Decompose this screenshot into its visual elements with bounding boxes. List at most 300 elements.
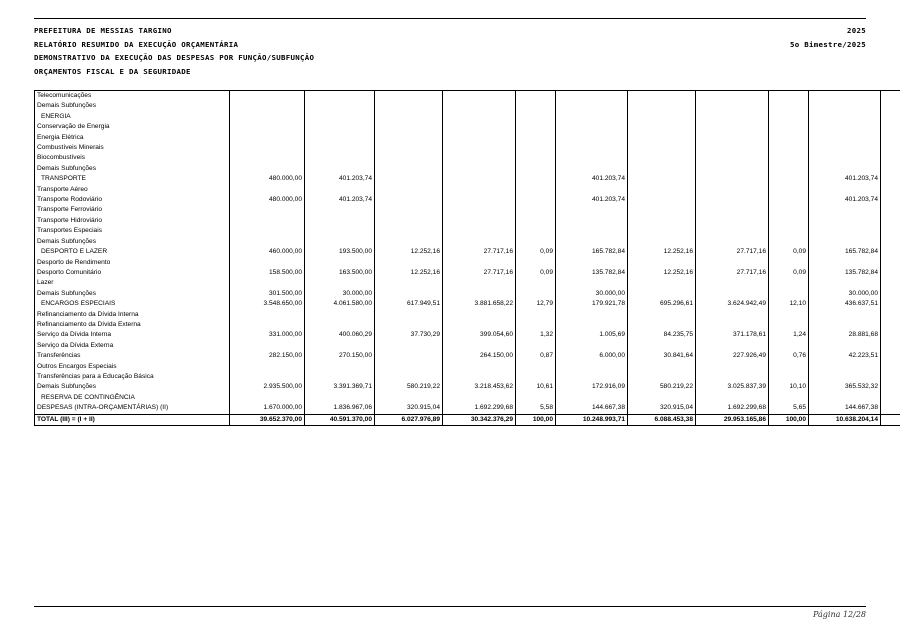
cell-despesas_liquidadas_ate_bimestre_a: 695.296,61	[628, 299, 696, 309]
cell-percent_liquidadas	[769, 310, 809, 320]
cell-despesas_liquidadas_ate_bimestre_a: 6.088.453,38	[628, 414, 696, 425]
cell-percent_empenhadas	[516, 133, 556, 143]
table-row	[35, 195, 900, 205]
cell-dotacao_atualizada: 163.500,00	[305, 268, 375, 278]
cell-percent_liquidadas	[769, 112, 809, 122]
cell-dotacao_inicial	[230, 216, 305, 226]
cell-despesas_liquidadas_ate_bimestre_a	[628, 237, 696, 247]
cell-saldo	[881, 278, 900, 288]
cell-despesas_liquidadas_ate_bimestre_a	[628, 362, 696, 372]
cell-despesas_empenhadas_bimestre	[375, 237, 443, 247]
cell-dotacao_inicial	[230, 258, 305, 268]
table-row	[35, 372, 900, 382]
table-row	[35, 414, 900, 425]
cell-dotacao_inicial	[230, 164, 305, 174]
cell-percent_liquidadas: 1,24	[769, 330, 809, 340]
cell-despesas_empenhadas_bimestre	[375, 310, 443, 320]
cell-despesas_pagas_ate_bimestre	[809, 310, 881, 320]
cell-despesas_empenhadas_ate_bimestre	[443, 195, 516, 205]
cell-saldo	[881, 247, 900, 257]
cell-percent_liquidadas	[769, 143, 809, 153]
cell-despesas_empenhadas_ate_bimestre	[443, 237, 516, 247]
row-label: Demais Subfunções	[35, 101, 230, 111]
cell-dotacao_inicial: 480.000,00	[230, 174, 305, 184]
cell-percent_empenhadas	[516, 216, 556, 226]
cell-despesas_liquidadas_ate_bimestre_b	[696, 164, 769, 174]
cell-despesas_pagas_ate_bimestre	[809, 101, 881, 111]
cell-percent_empenhadas: 0,09	[516, 268, 556, 278]
cell-despesas_liquidadas_ate_bimestre_b	[696, 174, 769, 184]
cell-despesas_empenhadas_bimestre	[375, 278, 443, 288]
row-label: Transporte Ferroviário	[35, 205, 230, 215]
fiscal-year: 2025	[847, 26, 866, 35]
cell-despesas_liquidadas_ate_bimestre_b	[696, 133, 769, 143]
cell-despesas_empenhadas_ate_bimestre	[443, 101, 516, 111]
cell-dotacao_atualizada	[305, 164, 375, 174]
cell-despesas_empenhadas_ate_bimestre: 30.342.376,29	[443, 414, 516, 425]
cell-dotacao_atualizada	[305, 393, 375, 403]
cell-percent_liquidadas	[769, 393, 809, 403]
cell-saldo	[881, 226, 900, 236]
cell-percent_liquidadas	[769, 164, 809, 174]
cell-despesas_pagas_ate_bimestre: 10.638.204,14	[809, 414, 881, 425]
cell-despesas_empenhadas_ate_bimestre: 3.218.453,62	[443, 382, 516, 392]
cell-dotacao_inicial: 39.652.370,00	[230, 414, 305, 425]
row-label: DESPORTO E LAZER	[35, 247, 230, 257]
cell-despesas_pagas_ate_bimestre	[809, 237, 881, 247]
cell-percent_empenhadas: 0,09	[516, 247, 556, 257]
table-row	[35, 278, 900, 288]
cell-percent_liquidadas	[769, 91, 809, 102]
cell-percent_liquidadas	[769, 341, 809, 351]
cell-despesas_empenhadas_bimestre: 320.915,04	[375, 403, 443, 414]
cell-despesas_liquidadas_ate_bimestre_b	[696, 226, 769, 236]
row-label: Refinanciamento da Dívida Interna	[35, 310, 230, 320]
cell-despesas_liquidadas_bimestre	[556, 237, 628, 247]
cell-despesas_pagas_ate_bimestre	[809, 216, 881, 226]
cell-despesas_liquidadas_bimestre: 401.203,74	[556, 195, 628, 205]
cell-despesas_pagas_ate_bimestre	[809, 164, 881, 174]
row-label: Refinanciamento da Dívida Externa	[35, 320, 230, 330]
cell-despesas_liquidadas_bimestre	[556, 320, 628, 330]
cell-despesas_empenhadas_ate_bimestre	[443, 258, 516, 268]
cell-despesas_liquidadas_ate_bimestre_b: 27.717,16	[696, 268, 769, 278]
cell-despesas_liquidadas_bimestre	[556, 278, 628, 288]
cell-despesas_liquidadas_ate_bimestre_a	[628, 226, 696, 236]
table-row	[35, 351, 900, 361]
cell-saldo	[881, 185, 900, 195]
cell-percent_liquidadas	[769, 185, 809, 195]
table-row	[35, 101, 900, 111]
row-label: Conservação de Energia	[35, 122, 230, 132]
table-row	[35, 320, 900, 330]
cell-despesas_liquidadas_ate_bimestre_a	[628, 112, 696, 122]
cell-despesas_pagas_ate_bimestre: 144.667,38	[809, 403, 881, 414]
cell-dotacao_atualizada	[305, 101, 375, 111]
row-label: Transporte Aéreo	[35, 185, 230, 195]
cell-dotacao_atualizada: 400.060,29	[305, 330, 375, 340]
cell-despesas_empenhadas_bimestre	[375, 122, 443, 132]
cell-saldo	[881, 205, 900, 215]
cell-despesas_empenhadas_bimestre	[375, 216, 443, 226]
cell-despesas_liquidadas_ate_bimestre_a	[628, 101, 696, 111]
cell-saldo	[881, 195, 900, 205]
cell-dotacao_atualizada: 3.391.369,71	[305, 382, 375, 392]
cell-despesas_empenhadas_ate_bimestre	[443, 174, 516, 184]
cell-despesas_liquidadas_ate_bimestre_a	[628, 320, 696, 330]
cell-dotacao_inicial	[230, 362, 305, 372]
cell-despesas_pagas_ate_bimestre: 28.881,68	[809, 330, 881, 340]
cell-despesas_empenhadas_ate_bimestre: 1.692.299,68	[443, 403, 516, 414]
table-row	[35, 382, 900, 392]
cell-percent_empenhadas	[516, 153, 556, 163]
expenses-table-container	[34, 90, 878, 426]
cell-saldo	[881, 372, 900, 382]
cell-despesas_liquidadas_ate_bimestre_b	[696, 153, 769, 163]
row-label: Demais Subfunções	[35, 289, 230, 299]
cell-dotacao_inicial	[230, 185, 305, 195]
cell-despesas_liquidadas_bimestre	[556, 185, 628, 195]
cell-despesas_pagas_ate_bimestre: 135.782,84	[809, 268, 881, 278]
footer-rule	[34, 606, 866, 607]
cell-despesas_empenhadas_ate_bimestre: 27.717,16	[443, 268, 516, 278]
cell-despesas_liquidadas_bimestre	[556, 310, 628, 320]
cell-percent_empenhadas	[516, 341, 556, 351]
cell-percent_empenhadas	[516, 101, 556, 111]
cell-despesas_liquidadas_bimestre	[556, 91, 628, 102]
cell-percent_liquidadas	[769, 362, 809, 372]
cell-saldo	[881, 164, 900, 174]
cell-dotacao_inicial	[230, 278, 305, 288]
cell-despesas_pagas_ate_bimestre	[809, 341, 881, 351]
cell-dotacao_atualizada	[305, 143, 375, 153]
cell-despesas_pagas_ate_bimestre	[809, 185, 881, 195]
cell-saldo	[881, 341, 900, 351]
cell-despesas_liquidadas_bimestre: 10.248.993,71	[556, 414, 628, 425]
cell-dotacao_atualizada	[305, 278, 375, 288]
cell-saldo	[881, 382, 900, 392]
cell-despesas_pagas_ate_bimestre	[809, 278, 881, 288]
cell-dotacao_inicial	[230, 310, 305, 320]
cell-despesas_liquidadas_ate_bimestre_b	[696, 112, 769, 122]
cell-despesas_empenhadas_ate_bimestre	[443, 372, 516, 382]
cell-despesas_liquidadas_bimestre: 30.000,00	[556, 289, 628, 299]
cell-despesas_liquidadas_ate_bimestre_a	[628, 258, 696, 268]
cell-despesas_liquidadas_bimestre	[556, 362, 628, 372]
cell-percent_empenhadas	[516, 393, 556, 403]
cell-despesas_liquidadas_bimestre: 144.667,38	[556, 403, 628, 414]
table-row	[35, 310, 900, 320]
row-label: Serviço da Dívida Externa	[35, 341, 230, 351]
cell-despesas_liquidadas_bimestre	[556, 112, 628, 122]
cell-despesas_liquidadas_ate_bimestre_a	[628, 133, 696, 143]
cell-despesas_liquidadas_ate_bimestre_b	[696, 278, 769, 288]
table-row	[35, 258, 900, 268]
cell-despesas_liquidadas_ate_bimestre_a	[628, 143, 696, 153]
cell-saldo	[881, 237, 900, 247]
cell-despesas_liquidadas_ate_bimestre_a	[628, 216, 696, 226]
cell-dotacao_inicial: 282.150,00	[230, 351, 305, 361]
cell-despesas_liquidadas_ate_bimestre_b	[696, 101, 769, 111]
table-row	[35, 112, 900, 122]
cell-percent_liquidadas	[769, 174, 809, 184]
cell-saldo	[881, 299, 900, 309]
cell-saldo	[881, 289, 900, 299]
row-label: Desporto Comunitário	[35, 268, 230, 278]
cell-dotacao_atualizada	[305, 122, 375, 132]
cell-dotacao_atualizada: 40.591.370,00	[305, 414, 375, 425]
cell-despesas_empenhadas_bimestre	[375, 320, 443, 330]
cell-despesas_empenhadas_ate_bimestre	[443, 112, 516, 122]
cell-saldo	[881, 320, 900, 330]
cell-despesas_liquidadas_bimestre	[556, 122, 628, 132]
cell-percent_liquidadas	[769, 205, 809, 215]
cell-dotacao_atualizada	[305, 205, 375, 215]
cell-despesas_empenhadas_bimestre	[375, 258, 443, 268]
table-row	[35, 143, 900, 153]
cell-despesas_empenhadas_bimestre	[375, 393, 443, 403]
cell-despesas_liquidadas_ate_bimestre_b	[696, 258, 769, 268]
period-label: 5o Bimestre/2025	[790, 39, 866, 49]
cell-percent_liquidadas	[769, 372, 809, 382]
cell-despesas_liquidadas_ate_bimestre_b	[696, 341, 769, 351]
cell-despesas_liquidadas_ate_bimestre_b: 1.692.299,68	[696, 403, 769, 414]
row-label: Transferências para a Educação Básica	[35, 372, 230, 382]
cell-despesas_empenhadas_bimestre	[375, 185, 443, 195]
row-label: ENERGIA	[35, 112, 230, 122]
cell-percent_empenhadas	[516, 122, 556, 132]
table-row	[35, 289, 900, 299]
cell-despesas_empenhadas_bimestre	[375, 205, 443, 215]
cell-despesas_empenhadas_ate_bimestre	[443, 122, 516, 132]
cell-percent_liquidadas	[769, 216, 809, 226]
cell-dotacao_inicial: 2.935.500,00	[230, 382, 305, 392]
cell-despesas_empenhadas_bimestre: 37.730,29	[375, 330, 443, 340]
cell-percent_empenhadas	[516, 226, 556, 236]
cell-despesas_liquidadas_ate_bimestre_b	[696, 372, 769, 382]
table-row	[35, 237, 900, 247]
cell-despesas_empenhadas_bimestre	[375, 195, 443, 205]
table-row	[35, 362, 900, 372]
cell-despesas_liquidadas_ate_bimestre_a: 580.219,22	[628, 382, 696, 392]
cell-despesas_empenhadas_bimestre: 12.252,16	[375, 247, 443, 257]
cell-despesas_empenhadas_bimestre	[375, 153, 443, 163]
cell-despesas_liquidadas_ate_bimestre_a: 320.915,04	[628, 403, 696, 414]
cell-percent_empenhadas	[516, 258, 556, 268]
table-row	[35, 341, 900, 351]
cell-percent_liquidadas: 0,09	[769, 268, 809, 278]
cell-dotacao_inicial: 480.000,00	[230, 195, 305, 205]
cell-percent_liquidadas: 100,00	[769, 414, 809, 425]
cell-saldo	[881, 393, 900, 403]
cell-percent_liquidadas: 10,10	[769, 382, 809, 392]
cell-saldo	[881, 112, 900, 122]
cell-percent_empenhadas: 100,00	[516, 414, 556, 425]
cell-despesas_pagas_ate_bimestre	[809, 320, 881, 330]
cell-dotacao_atualizada	[305, 216, 375, 226]
row-label: Demais Subfunções	[35, 382, 230, 392]
cell-saldo	[881, 101, 900, 111]
row-label: Desporto de Rendimento	[35, 258, 230, 268]
cell-despesas_liquidadas_bimestre: 1.005,69	[556, 330, 628, 340]
row-label: Transporte Rodoviário	[35, 195, 230, 205]
cell-despesas_liquidadas_ate_bimestre_a: 84.235,75	[628, 330, 696, 340]
cell-despesas_pagas_ate_bimestre: 165.782,84	[809, 247, 881, 257]
cell-despesas_pagas_ate_bimestre: 436.637,51	[809, 299, 881, 309]
cell-despesas_liquidadas_bimestre	[556, 216, 628, 226]
row-label: RESERVA DE CONTINGÊNCIA	[35, 393, 230, 403]
cell-dotacao_atualizada	[305, 237, 375, 247]
cell-despesas_empenhadas_ate_bimestre	[443, 185, 516, 195]
table-row	[35, 91, 900, 102]
header-line-1	[34, 24, 866, 38]
cell-dotacao_atualizada	[305, 112, 375, 122]
row-label: Serviço da Dívida Interna	[35, 330, 230, 340]
report-title: RELATÓRIO RESUMIDO DA EXECUÇÃO ORÇAMENTÁRIA	[34, 39, 239, 49]
cell-dotacao_inicial: 1.670.000,00	[230, 403, 305, 414]
cell-despesas_liquidadas_ate_bimestre_a	[628, 341, 696, 351]
cell-despesas_empenhadas_bimestre	[375, 133, 443, 143]
header-top-rule	[34, 18, 866, 19]
table-row	[35, 164, 900, 174]
cell-dotacao_inicial: 158.500,00	[230, 268, 305, 278]
row-label: Energia Elétrica	[35, 133, 230, 143]
cell-dotacao_atualizada: 193.500,00	[305, 247, 375, 257]
table-row	[35, 330, 900, 340]
cell-despesas_pagas_ate_bimestre: 401.203,74	[809, 195, 881, 205]
table-row	[35, 247, 900, 257]
cell-percent_liquidadas	[769, 320, 809, 330]
entity-name: PREFEITURA DE MESSIAS TARGINO	[34, 26, 172, 35]
cell-despesas_liquidadas_bimestre: 172.916,09	[556, 382, 628, 392]
cell-percent_empenhadas	[516, 362, 556, 372]
header-line-2	[34, 38, 866, 52]
cell-dotacao_inicial: 331.000,00	[230, 330, 305, 340]
row-label: Combustíveis Minerais	[35, 143, 230, 153]
cell-despesas_liquidadas_ate_bimestre_a	[628, 164, 696, 174]
cell-despesas_empenhadas_ate_bimestre	[443, 393, 516, 403]
cell-despesas_empenhadas_ate_bimestre	[443, 153, 516, 163]
cell-despesas_liquidadas_ate_bimestre_b	[696, 91, 769, 102]
cell-saldo	[881, 258, 900, 268]
row-label: Demais Subfunções	[35, 164, 230, 174]
cell-dotacao_atualizada: 270.150,00	[305, 351, 375, 361]
cell-despesas_liquidadas_bimestre: 401.203,74	[556, 174, 628, 184]
cell-dotacao_atualizada	[305, 310, 375, 320]
cell-percent_empenhadas	[516, 320, 556, 330]
cell-despesas_empenhadas_bimestre: 617.949,51	[375, 299, 443, 309]
cell-dotacao_inicial: 3.548.650,00	[230, 299, 305, 309]
cell-despesas_empenhadas_ate_bimestre	[443, 226, 516, 236]
table-body	[35, 91, 900, 426]
cell-dotacao_atualizada: 401.203,74	[305, 195, 375, 205]
cell-despesas_empenhadas_bimestre: 12.252,16	[375, 268, 443, 278]
cell-despesas_pagas_ate_bimestre	[809, 91, 881, 102]
cell-despesas_liquidadas_bimestre	[556, 393, 628, 403]
cell-despesas_liquidadas_ate_bimestre_b	[696, 320, 769, 330]
cell-percent_liquidadas	[769, 278, 809, 288]
cell-dotacao_inicial	[230, 101, 305, 111]
cell-despesas_liquidadas_ate_bimestre_a	[628, 393, 696, 403]
cell-despesas_empenhadas_bimestre	[375, 101, 443, 111]
cell-despesas_liquidadas_ate_bimestre_b	[696, 289, 769, 299]
header-line-3	[34, 51, 866, 65]
cell-saldo	[881, 174, 900, 184]
cell-dotacao_atualizada	[305, 258, 375, 268]
cell-despesas_empenhadas_ate_bimestre	[443, 164, 516, 174]
row-label: Lazer	[35, 278, 230, 288]
cell-despesas_liquidadas_ate_bimestre_b	[696, 216, 769, 226]
cell-despesas_liquidadas_bimestre: 179.921,78	[556, 299, 628, 309]
cell-despesas_liquidadas_ate_bimestre_b: 3.025.837,39	[696, 382, 769, 392]
cell-despesas_liquidadas_ate_bimestre_b	[696, 362, 769, 372]
cell-despesas_empenhadas_bimestre	[375, 372, 443, 382]
cell-despesas_pagas_ate_bimestre	[809, 362, 881, 372]
cell-saldo	[881, 91, 900, 102]
row-label: Transporte Hidroviário	[35, 216, 230, 226]
cell-percent_empenhadas	[516, 310, 556, 320]
cell-despesas_empenhadas_bimestre	[375, 362, 443, 372]
table-row	[35, 205, 900, 215]
cell-despesas_liquidadas_ate_bimestre_b	[696, 122, 769, 132]
cell-percent_liquidadas: 0,76	[769, 351, 809, 361]
cell-despesas_pagas_ate_bimestre	[809, 122, 881, 132]
cell-percent_empenhadas	[516, 164, 556, 174]
cell-percent_empenhadas	[516, 185, 556, 195]
cell-percent_empenhadas	[516, 372, 556, 382]
cell-percent_empenhadas	[516, 143, 556, 153]
header-line-4	[34, 65, 866, 79]
cell-despesas_liquidadas_ate_bimestre_b: 3.624.942,49	[696, 299, 769, 309]
cell-despesas_pagas_ate_bimestre: 30.000,00	[809, 289, 881, 299]
cell-despesas_liquidadas_ate_bimestre_a	[628, 153, 696, 163]
cell-despesas_liquidadas_bimestre	[556, 258, 628, 268]
cell-percent_empenhadas	[516, 289, 556, 299]
cell-dotacao_inicial	[230, 205, 305, 215]
cell-despesas_liquidadas_ate_bimestre_a	[628, 91, 696, 102]
cell-despesas_liquidadas_ate_bimestre_a: 12.252,16	[628, 247, 696, 257]
cell-despesas_liquidadas_ate_bimestre_b	[696, 310, 769, 320]
cell-dotacao_inicial	[230, 133, 305, 143]
cell-despesas_empenhadas_ate_bimestre: 3.881.658,22	[443, 299, 516, 309]
cell-percent_liquidadas	[769, 101, 809, 111]
cell-percent_liquidadas: 12,10	[769, 299, 809, 309]
document-header	[34, 24, 866, 78]
cell-saldo	[881, 310, 900, 320]
cell-percent_liquidadas: 0,09	[769, 247, 809, 257]
cell-despesas_pagas_ate_bimestre	[809, 153, 881, 163]
cell-despesas_empenhadas_bimestre	[375, 341, 443, 351]
cell-saldo	[881, 362, 900, 372]
cell-despesas_empenhadas_ate_bimestre	[443, 143, 516, 153]
cell-dotacao_inicial: 301.500,00	[230, 289, 305, 299]
cell-despesas_empenhadas_bimestre	[375, 112, 443, 122]
cell-despesas_empenhadas_ate_bimestre	[443, 133, 516, 143]
cell-percent_liquidadas	[769, 122, 809, 132]
page-number: Página 12/28	[813, 610, 866, 619]
cell-despesas_empenhadas_ate_bimestre	[443, 341, 516, 351]
cell-dotacao_inicial	[230, 393, 305, 403]
table-row	[35, 122, 900, 132]
cell-despesas_empenhadas_ate_bimestre	[443, 362, 516, 372]
cell-percent_empenhadas	[516, 195, 556, 205]
cell-despesas_liquidadas_ate_bimestre_b	[696, 185, 769, 195]
cell-percent_empenhadas	[516, 278, 556, 288]
cell-despesas_liquidadas_bimestre	[556, 133, 628, 143]
cell-saldo	[881, 268, 900, 278]
cell-despesas_liquidadas_ate_bimestre_a	[628, 205, 696, 215]
cell-despesas_liquidadas_bimestre	[556, 153, 628, 163]
